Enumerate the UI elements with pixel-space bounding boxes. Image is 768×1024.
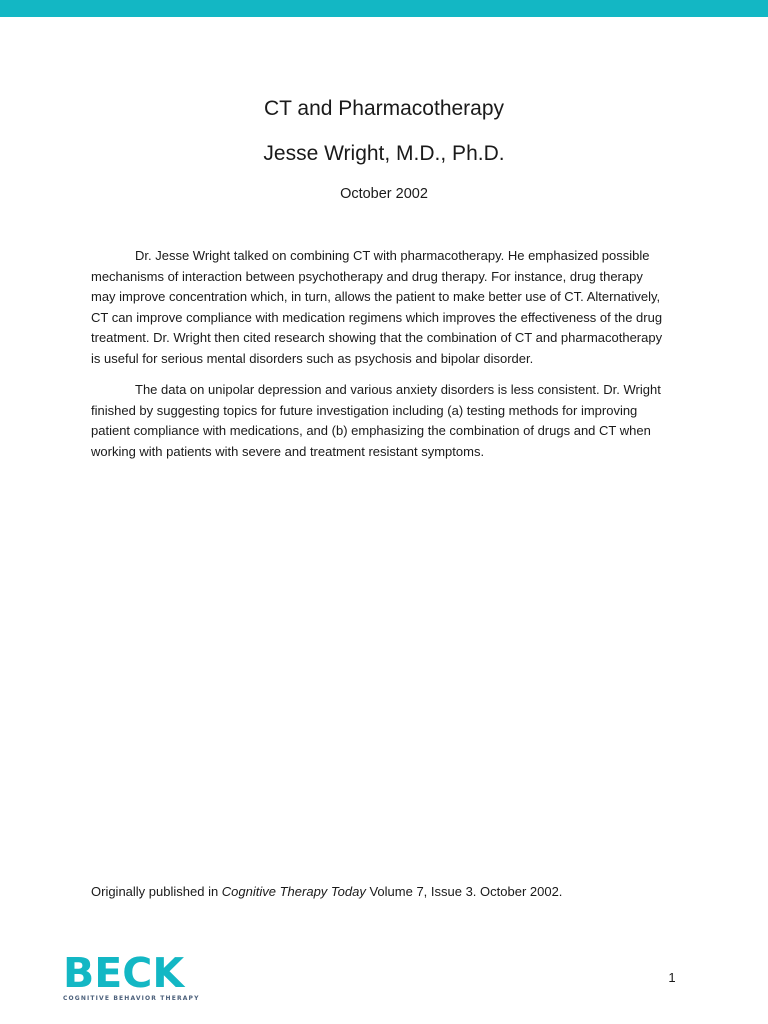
body-paragraph: Dr. Jesse Wright talked on combining CT with pharmacotherapy. He emphasized possible mechanisms of interaction between psychotherapy and drug therapy. For instance, drug therapy may improve concentration which, in turn, allows the patient to make better use of CT. Alternatively, CT can improve compliance with medication regimens which improves the effectiveness of the drug treatment. Dr. Wright then cited research showing that the combination of CT and pharmacotherapy is useful for serious mental disorders such as psychosis and bipolar disorder. xyxy=(91,248,663,366)
logo-tagline: COGNITIVE BEHAVIOR THERAPY xyxy=(63,995,200,1002)
page-number: 1 xyxy=(668,970,676,985)
logo-wordmark: BECK xyxy=(63,949,185,997)
article-body xyxy=(91,246,671,473)
publication-suffix: Volume 7, Issue 3. October 2002. xyxy=(365,884,563,899)
publication-prefix: Originally published in xyxy=(91,884,222,899)
journal-name: Cognitive Therapy Today xyxy=(221,884,366,899)
publication-note xyxy=(91,882,711,902)
author-name: Jesse Wright, M.D., Ph.D. xyxy=(263,142,505,165)
top-accent-bar xyxy=(0,0,768,17)
beck-logo xyxy=(63,949,203,1002)
publication-date: October 2002 xyxy=(340,186,428,202)
page-title: CT and Pharmacotherapy xyxy=(263,97,505,120)
body-paragraph: The data on unipolar depression and various anxiety disorders is less consistent. Dr. Wright finished by suggesting topics for future investigation including (a) testing methods for improving patient compliance with medications, and (b) emphasizing the combination of drugs and CT when working with patients with severe and treatment resistant symptoms. xyxy=(91,382,661,459)
